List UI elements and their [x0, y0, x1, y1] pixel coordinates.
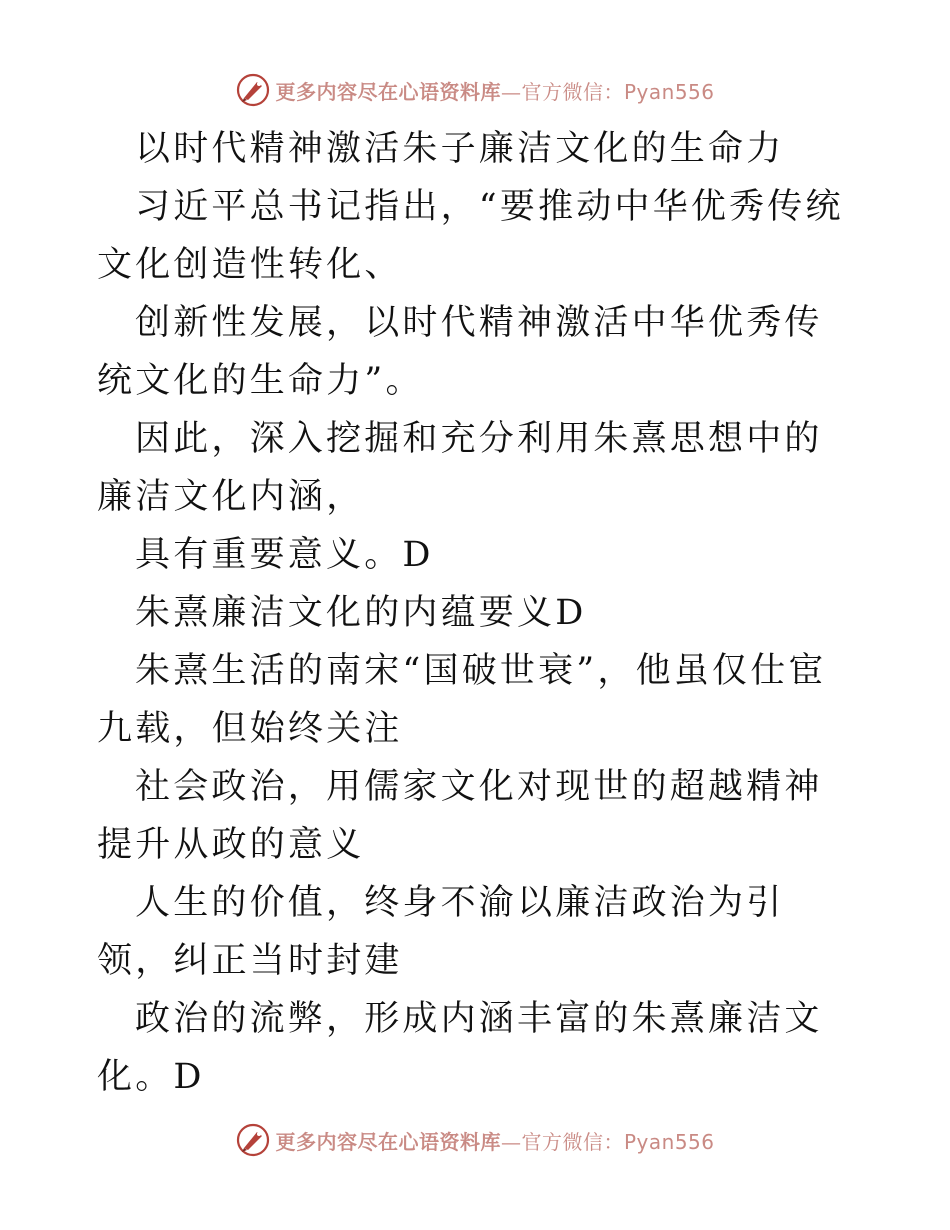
watermark-wechat-id: Pyan556: [623, 1129, 715, 1154]
document-body: [97, 120, 857, 1106]
watermark-wechat-label: 官方微信：: [521, 79, 624, 104]
paragraph: 因此，深入挖掘和充分利用朱熹思想中的廉洁文化内涵，: [97, 419, 823, 517]
paragraph-title: 以时代精神激活朱子廉洁文化的生命力: [135, 129, 785, 169]
watermark-wechat-id: Pyan556: [623, 79, 715, 104]
paragraph: 朱熹生活的南宋“国破世衰”，他虽仅仕宦九载，但始终关注: [97, 651, 827, 749]
watermark-separator: —: [500, 79, 522, 104]
watermark-wechat-label: 官方微信：: [521, 1129, 624, 1154]
watermark-text: [275, 1126, 714, 1155]
footer-watermark-banner: [0, 1120, 950, 1160]
paragraph: 具有重要意义。D: [135, 535, 434, 575]
watermark-main-text: 更多内容尽在心语资料库: [275, 79, 501, 104]
pen-nib-logo-icon: [235, 1122, 271, 1158]
pen-nib-logo-icon: [235, 72, 271, 108]
paragraph-subheading: 朱熹廉洁文化的内蕴要义D: [135, 593, 587, 633]
watermark-text: [275, 76, 714, 105]
watermark-main-text: 更多内容尽在心语资料库: [275, 1129, 501, 1154]
paragraph: 习近平总书记指出，“要推动中华优秀传统文化创造性转化、: [97, 187, 844, 285]
paragraph: 社会政治，用儒家文化对现世的超越精神提升从政的意义: [97, 767, 823, 865]
paragraph: 创新性发展，以时代精神激活中华优秀传统文化的生命力”。: [97, 303, 823, 401]
paragraph: 人生的价值，终身不渝以廉洁政治为引领，纠正当时封建: [97, 883, 785, 981]
header-watermark-banner: [0, 70, 950, 110]
watermark-separator: —: [500, 1129, 522, 1154]
paragraph: 政治的流弊，形成内涵丰富的朱熹廉洁文化。D: [97, 999, 823, 1097]
